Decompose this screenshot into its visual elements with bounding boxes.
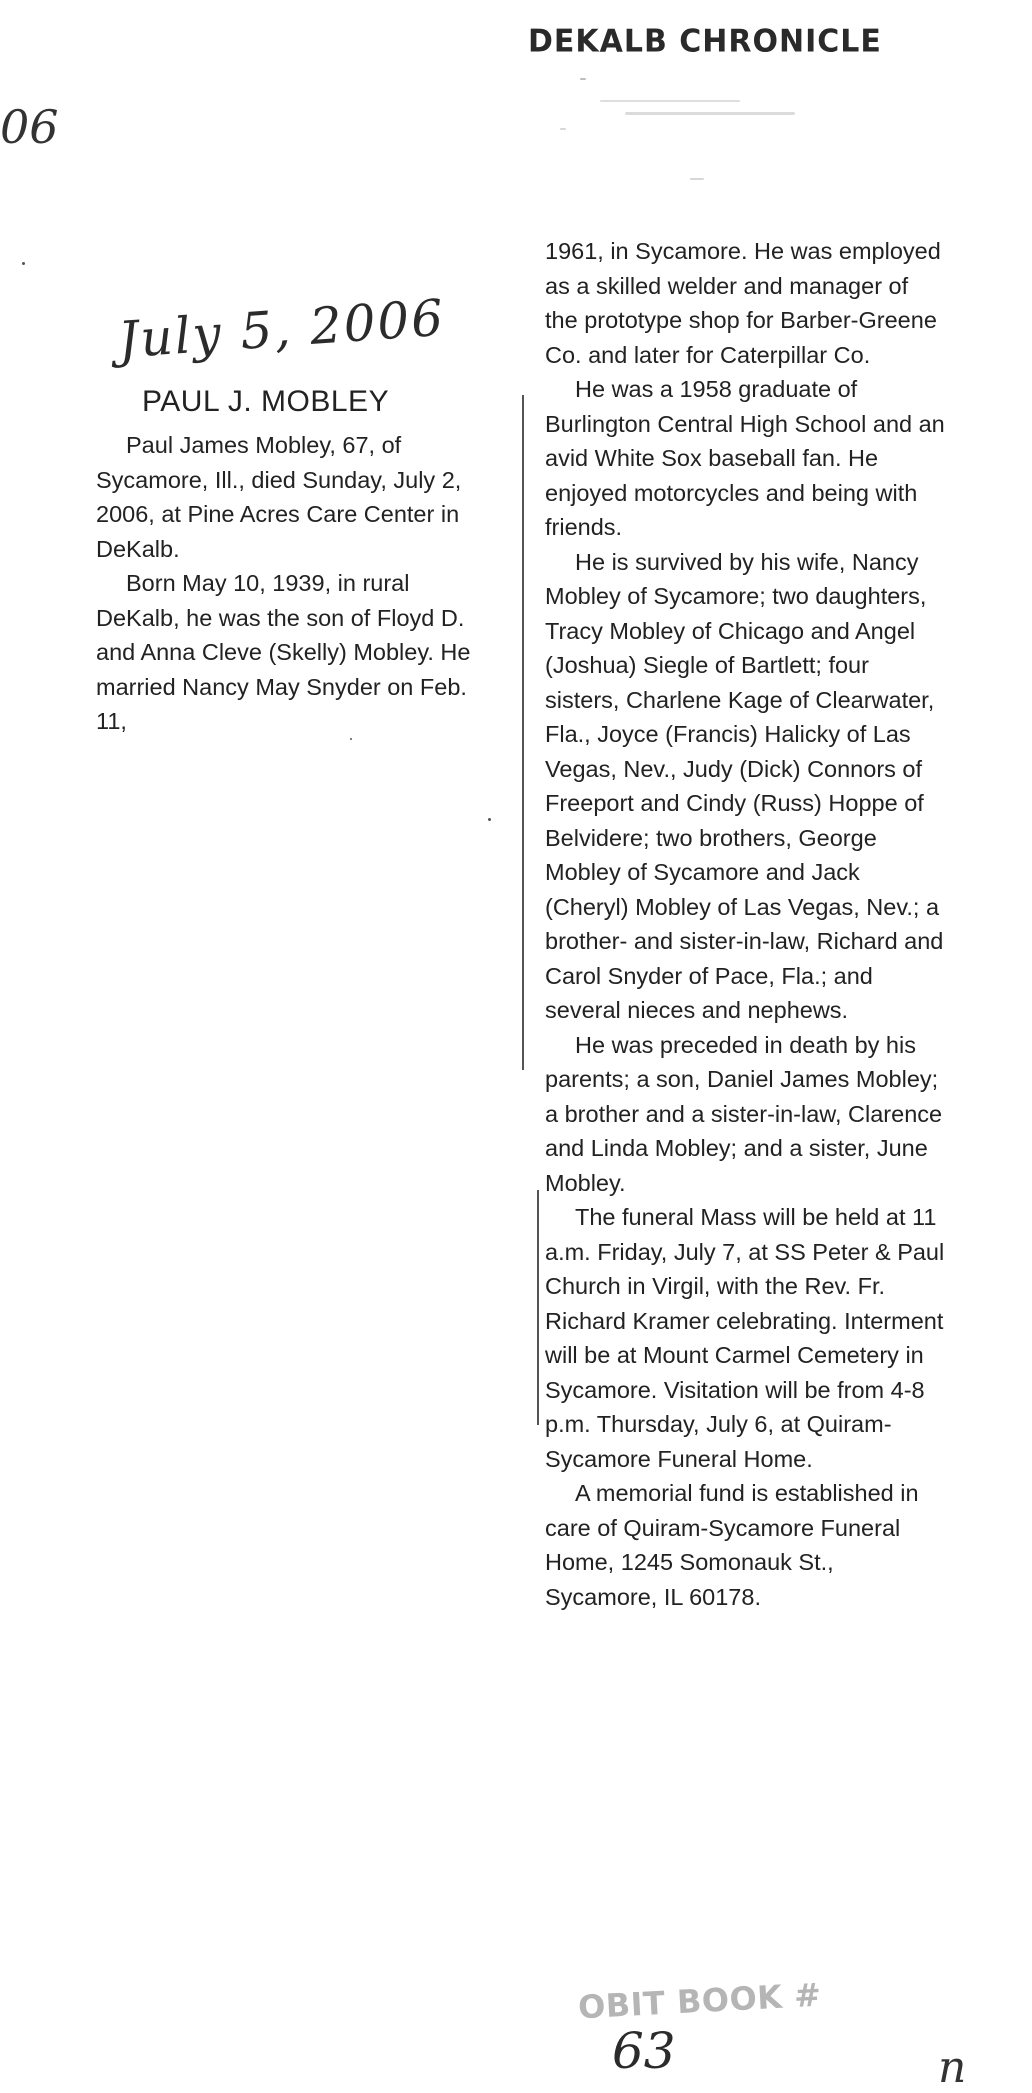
paragraph: A memorial fund is established in care of Quiram-Sycamore Funeral Home, 1245 Somonauk St., Sycamore, IL 60178. — [545, 1480, 919, 1610]
right-column — [545, 234, 945, 1614]
paragraph: He is survived by his wife, Nancy Mobley of Sycamore; two daughters, Tracy Mobley of Chicago and Angel (Joshua) Siegle of Bartlett; four sisters, Charlene Kage of Clearwater, Fla., Joyce (Francis) Halicky of Las Vegas, Nev., Judy (Dick) Connors of Freeport and Cindy (Russ) Hoppe of Belvidere; two brothers, George Mobley of Sycamore and Jack (Cheryl) Mobley of Las Vegas, Nev.; a brother- and sister-in-law, Richard and Carol Snyder of Pace, Fla.; and several nieces and nephews. — [545, 548, 944, 1023]
handwritten-date: July 5, 2006 — [116, 288, 447, 370]
print-speck — [350, 738, 352, 740]
left-column — [96, 428, 488, 739]
print-smudge — [625, 112, 795, 115]
paragraph: Paul James Mobley, 67, of Sycamore, Ill., died Sunday, July 2, 2006, at Pine Acres Care Center in DeKalb. — [96, 432, 462, 562]
print-speck — [22, 262, 25, 265]
margin-scrawl: 06 — [0, 100, 59, 154]
paragraph: The funeral Mass will be held at 11 a.m. Friday, July 7, at SS Peter & Paul Church in Virgil, with the Rev. Fr. Richard Kramer celebrating. Interment will be at Mount Carmel Cemetery in Sycamore. Visitation will be from 4-8 p.m. Thursday, July 6, at Quiram-Sycamore Funeral Home. — [545, 1204, 945, 1472]
column-rule — [522, 395, 524, 1070]
column-rule — [537, 1190, 539, 1425]
print-smudge — [560, 128, 566, 130]
masthead: DEKALB CHRONICLE — [528, 23, 882, 60]
obit-book-stamp: OBIT BOOK # — [577, 1975, 823, 2027]
print-smudge — [690, 178, 704, 180]
paragraph: Born May 10, 1939, in rural DeKalb, he was the son of Floyd D. and Anna Cleve (Skelly) Mobley. He married Nancy May Snyder on Feb. 11, — [96, 570, 471, 734]
print-speck — [488, 818, 491, 821]
print-smudge — [600, 100, 740, 102]
obit-book-number: 63 — [612, 2022, 676, 2080]
paragraph: He was preceded in death by his parents; a son, Daniel James Mobley; a brother and a sister-in-law, Clarence and Linda Mobley; and a sister, June Mobley. — [545, 1031, 943, 1196]
print-smudge — [580, 78, 586, 80]
paragraph: He was a 1958 graduate of Burlington Central High School and an avid White Sox baseball fan. He enjoyed motorcycles and being with friends. — [545, 376, 945, 540]
edge-scrawl: n — [938, 2042, 967, 2093]
obituary-headline: PAUL J. MOBLEY — [142, 385, 390, 418]
paragraph: 1961, in Sycamore. He was employed as a skilled welder and manager of the prototype shop for Barber-Greene Co. and later for Caterpillar Co. — [545, 238, 941, 368]
